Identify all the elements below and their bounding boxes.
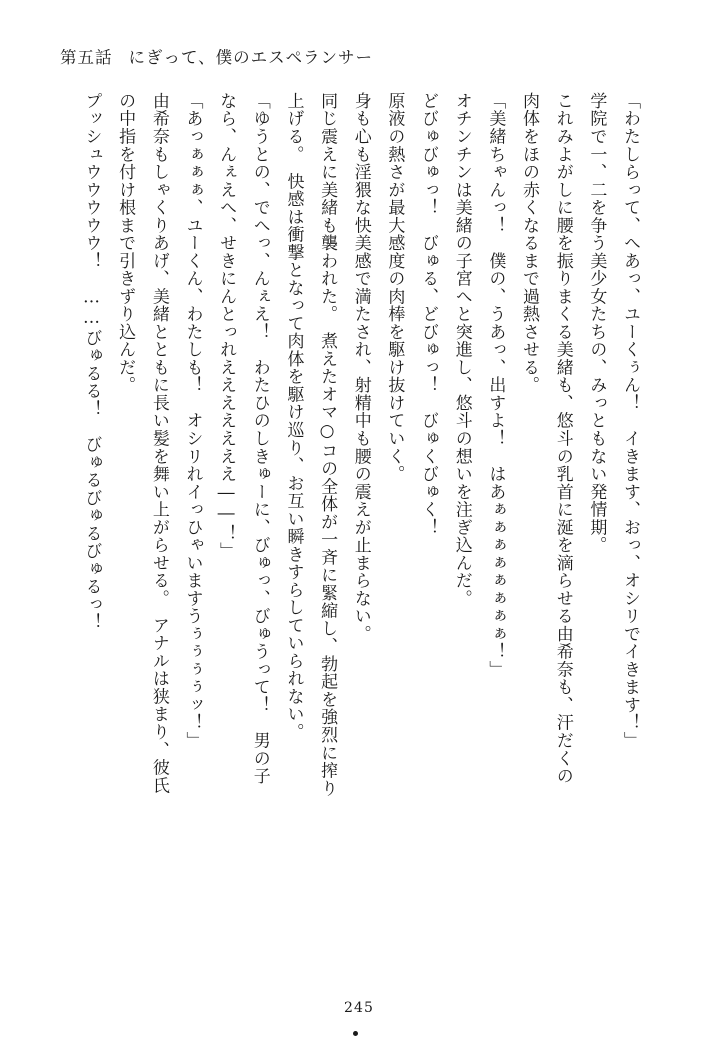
chapter-header xyxy=(60,44,638,68)
body-line: 由希奈もしゃくりあげ、美緒とともに長い髪を舞い上がらせる。 アナルは狭まり、彼氏 xyxy=(148,92,169,795)
body-line: 「ゆうとの、でへっ、んぇえ！ わたひのしきゅーに、びゅっ、びゅうって！ 男の子 xyxy=(249,92,270,785)
body-line: 「わたしらって、へあっ、ユーくぅん！ イきます、おっ、オシリでイきます！」 xyxy=(620,92,640,750)
body-line: 「美緒ちゃんっ！ 僕の、うあっ、出すよ！ はあぁぁぁぁぁぁぁぁ！」 xyxy=(485,92,506,679)
page-footer-mark xyxy=(353,1031,358,1036)
body-line: 肉体をほの赤くなるまで過熱させる。 xyxy=(519,92,540,395)
body-line: プッシュウウウウウ！ ……びゅるる！ びゅるびゅるびゅるっ！ xyxy=(81,92,102,631)
body-line: 学院で一、二を争う美少女たちの、みっともない発情期。 xyxy=(586,92,607,554)
body-line: 身も心も淫猥な快美感で満たされ、射精中も腰の震えが止まらない。 xyxy=(350,92,371,643)
body-text xyxy=(62,92,646,972)
body-line: なら、んぇえへ、せきにんとっれえええええええ――！」 xyxy=(216,92,237,560)
body-line: 同じ震えに美緒も襲われた。 煮えたオマ○コの全体が一斉に緊縮し、勃起を強烈に搾り xyxy=(317,92,338,798)
body-line: 原液の熱さが最大感度の肉棒を駆け抜けていく。 xyxy=(384,92,405,483)
chapter-title: にぎって、僕のエスペランサー xyxy=(128,48,374,67)
body-line: の中指を付け根まで引きずり込んだ。 xyxy=(115,92,136,395)
body-line: これみよがしに腰を振りまくる美緒も、悠斗の乳首に涎を滴らせる由希奈も、汗だくの xyxy=(552,92,573,785)
page-number: 245 xyxy=(343,1000,375,1016)
body-line: どびゅびゅっ！ びゅる、どびゅっ！ びゅくびゅく！ xyxy=(418,92,439,537)
body-line: オチンチンは美緒の子宮へと突進し、悠斗の想いを注ぎ込んだ。 xyxy=(451,92,472,608)
body-line: 「あっぁぁぁ、ユーくん、わたしも！ オシリれイっひゃいますうぅぅぅぅッ！」 xyxy=(182,92,203,750)
body-line: 上げる。 快感は衝撃となって肉体を駆け巡り、お互い瞬きすらしていられない。 xyxy=(283,92,304,741)
chapter-number: 第五話 xyxy=(60,48,113,67)
